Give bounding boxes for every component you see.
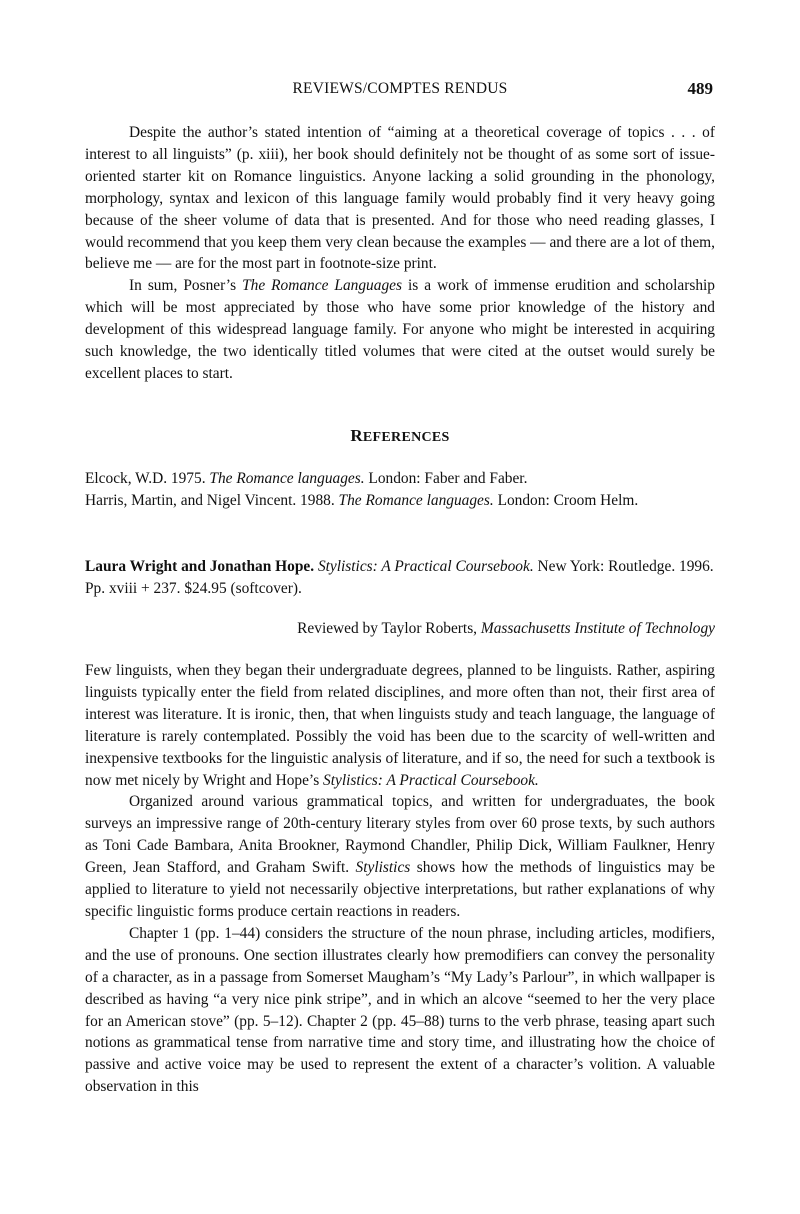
review-citation bbox=[85, 556, 715, 600]
paragraph-text: Despite the author’s stated intention of “aiming at a theoretical coverage of topics . . . of interest to all linguists” (p. xiii), her book should definitely not be thought of as some sort of issue-oriented starter kit on Romance linguistics. Anyone lacking a solid grounding in the phonology, morphology, syntax and lexicon of this language family would probably find it very heavy going because of the sheer volume of data that is presented. And for those who need reading glasses, I would recommend that you keep them very clean because the examples — and there are a lot of them, believe me — are for the most part in footnote-size print. bbox=[85, 124, 715, 273]
paragraph bbox=[85, 660, 715, 791]
review-authors: Laura Wright and Jonathan Hope. bbox=[85, 558, 315, 575]
paragraph-text: Organized around various grammatical topics, and written for undergraduates, the book surveys an impressive range of 20th-century literary styles from over 60 prose texts, by such authors as Toni Cade Bambara, Anita Brookner, Raymond Chandler, Philip Dick, William Faulkner, Henry Green, Jean Stafford, and Graham Swift. bbox=[85, 793, 715, 877]
review-body bbox=[85, 660, 715, 1098]
paragraph bbox=[85, 923, 715, 1098]
references-list bbox=[85, 468, 715, 512]
book-title: The Romance Languages bbox=[242, 277, 402, 295]
paragraph-text: is a work of immense erudition and scholarship which will be most appreciated by those who have some prior knowledge of the history and development of this widespread language family. For anyone who might be interested in acquiring such knowledge, the two identically titled volumes that were cited at the outset would surely be excellent places to start. bbox=[85, 277, 715, 382]
page-number: 489 bbox=[687, 79, 713, 98]
review-book-title: Stylistics: A Practical Coursebook. bbox=[317, 558, 534, 575]
running-head: REVIEWS/COMPTES RENDUS bbox=[292, 80, 508, 97]
paragraph bbox=[85, 791, 715, 922]
citation bbox=[85, 556, 715, 600]
paragraph-text: Few linguists, when they began their undergraduate degrees, planned to be linguists. Rather, aspiring linguists typically enter the field from related disciplines, and more often than not, their first area of interest was literature. It is ironic, then, that when linguists study and teach language, the language of literature is rarely contemplated. Possibly the void has been due to the scarcity of well-written and inexpensive textbooks for the linguistic analysis of literature, and if so, the need for such a textbook is now met nicely by Wright and Hope’s bbox=[85, 662, 715, 789]
book-title: Stylistics bbox=[355, 859, 411, 877]
paragraph bbox=[85, 122, 715, 275]
reviewer-affiliation: Massachusetts Institute of Technology bbox=[480, 620, 715, 637]
reference-item: Elcock, W.D. 1975. The Romance languages. London: Faber and Faber. bbox=[85, 470, 528, 487]
reference-item: Harris, Martin, and Nigel Vincent. 1988. The Romance languages. London: Croom Helm. bbox=[85, 491, 639, 509]
paragraph-text: In sum, Posner’s bbox=[129, 277, 243, 295]
previous-review-conclusion bbox=[85, 122, 715, 385]
publication-info: New York: Routledge. 1996. Pp. xviii + 237. $24.95 (softcover). bbox=[85, 558, 714, 597]
references-heading: REFERENCES bbox=[350, 426, 450, 445]
paragraph bbox=[85, 275, 715, 385]
paragraph-text: Chapter 1 (pp. 1–44) considers the structure of the noun phrase, including articles, modifiers, and the use of pronouns. One section illustrates clearly how premodifiers can convey the personality of a character, as in a passage from Somerset Maugham’s “My Lady’s Parlour”, in which wallpaper is described as having “a very nice pink stripe”, and in which an alcove “seemed to her the very place for an American stove” (pp. 5–12). Chapter 2 (pp. 45–88) turns to the verb phrase, teasing apart such notions as grammatical tense from narrative time and story time, and illustrating how the choice of passive and active voice may be used to represent the extent of a character’s volition. A valuable observation in this bbox=[85, 924, 715, 1096]
book-title: Stylistics: A Practical Coursebook. bbox=[323, 771, 539, 789]
paragraph-text: shows how the methods of linguistics may be applied to literature to yield not necessarily objective interpretations, but rather explanations of why specific linguistic forms produce certain reactions in readers. bbox=[85, 859, 715, 920]
reviewer-line: Reviewed by Taylor Roberts, Massachusetts Institute of Technology bbox=[297, 620, 715, 637]
page-header bbox=[85, 80, 715, 102]
